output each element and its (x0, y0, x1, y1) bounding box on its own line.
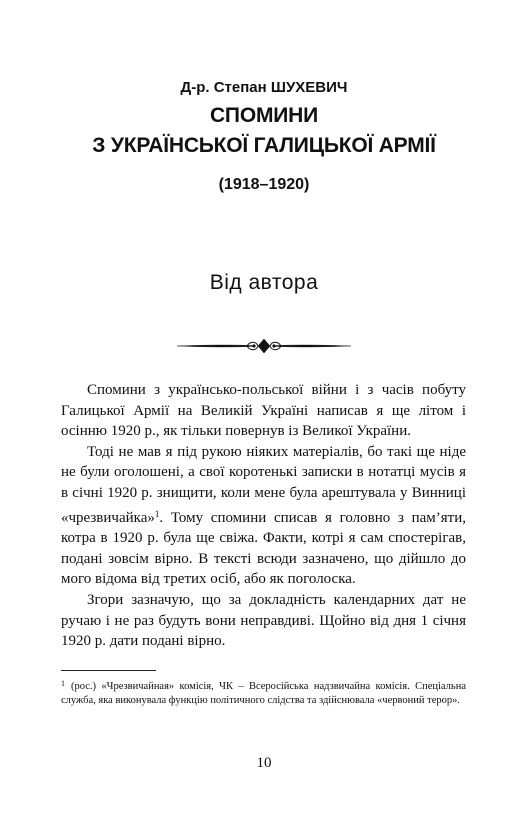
section-title: Від автора (209, 271, 319, 294)
paragraph: Спомини з українсько-польської війни і з часів побуту Галицької Армії на Великій Україні написав я ще літом і осінню 1920 р., як тільки повернув із Великої України. (61, 382, 466, 440)
paragraph-text: . Тому спомини списав я головно з пам’яти, котра в 1920 р. була ще свіжа. Факти, котрі я сам спостерігав, подані зовсім вірно. В тексті всюди зазначено, що дійшло до мого відома від третих осіб, або як поголоска. (61, 509, 466, 588)
book-title-line-1: СПОМИНИ (209, 104, 319, 127)
footnote-reference[interactable]: 1 (154, 508, 160, 519)
footnote-mark: 1 (61, 679, 65, 688)
quoted-term: «чрезвичайка» (61, 509, 155, 526)
book-years: (1918–1920) (218, 176, 310, 193)
footnote-divider (61, 670, 156, 671)
author-name: Д-р. Степан ШУХЕВИЧ (180, 79, 348, 96)
page-number: 10 (256, 755, 272, 771)
paragraph-text: Тоді не мав я під рукою ніяких матеріалів, бо такі ще ніде не були оголошені, а свої коротенькі записки в нотатці мусів я в січні 1920 р. знищити, коли мене була арештувала у Винниці (61, 443, 466, 501)
ornament-divider (175, 336, 353, 356)
footnote-text: (рос.) «Чрезвичайная» комісія, ЧК – Всеросійська надзвичайна комісія. Спеціальна служба, яка виконувала функцію політичного слідства та здійснювала «червоний терор». (61, 681, 466, 706)
body-text (61, 380, 466, 652)
paragraph (61, 442, 466, 590)
book-title-line-2: З УКРАЇНСЬКОЇ ГАЛИЦЬКОЇ АРМІЇ (92, 134, 436, 157)
paragraph: Згори зазначую, що за докладність календарних дат не ручаю і не раз будуть вони неправдиві. Щойно від дня 1 січня 1920 р. дати подані вірно. (61, 591, 466, 650)
footnote (61, 677, 466, 707)
